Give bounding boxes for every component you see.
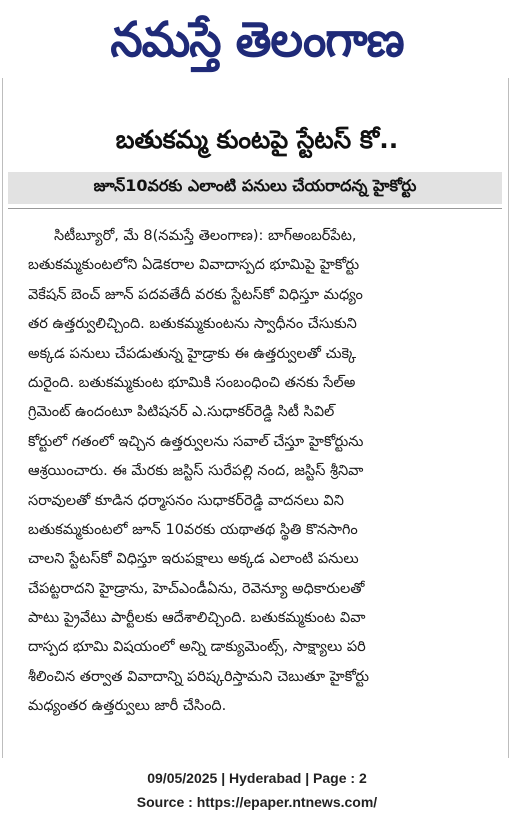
article-line: చాలని స్టేటస్‌కో విధిస్తూ ఇరుపక్షాలు అక్కడ ఎలాంటి పనులు	[28, 551, 359, 568]
article-line: గ్రిమెంట్ ఉందంటూ పిటిషనర్ ఎ.సుధాకర్‌రెడ్డి సిటీ సివిల్	[28, 404, 335, 421]
article-line: పాటు ప్రైవేటు పార్టీలకు ఆదేశాలిచ్చింది. బతుకమ్మకుంట వివా	[28, 610, 366, 627]
article-line: సిటీబ్యూరో, మే 8(నమస్తే తెలంగాణ): బాగ్‌అంబర్‌పేట,	[54, 228, 357, 244]
article-line: శీలించిన తర్వాత వివాదాన్ని పరిష్కరిస్తామని చెబుతూ హైకోర్టు	[28, 668, 369, 685]
article-headline: బతుకమ్మ కుంటపై స్టేటస్ కో..	[115, 125, 399, 154]
article-line: కోర్టులో గతంలో ఇచ్చిన ఉత్తర్వులను సవాల్ చేస్తూ హైకోర్టును	[28, 433, 364, 450]
divider	[8, 208, 502, 209]
article-body	[28, 222, 468, 722]
article-line: చేపట్టరాదని హైడ్రాను, హెచ్ఎండీఏను, రెవెన్యూ అధికారులతో	[28, 580, 365, 597]
newspaper-masthead: నమస్తే తెలంగాణ	[110, 10, 404, 68]
article-line: దురైంది. బతుకమ్మకుంట భూమికి సంబంధించి తనకు సేల్‌అ	[28, 374, 356, 391]
article-line: అక్కడ పనులు చేపడుతున్న హైడ్రాకు ఈ ఉత్తర్వులతో చుక్కె	[28, 345, 357, 362]
clip-edge-right	[508, 78, 509, 758]
article-line: దాస్పద భూమి విషయంలో అన్ని డాక్యుమెంట్స్, సాక్ష్యాలు పరి	[28, 639, 366, 656]
footer-source-line: Source : https://epaper.ntnews.com/	[136, 794, 378, 810]
article-line: మధ్యంతర ఉత్తర్వులు జారీ చేసింది.	[28, 698, 227, 715]
article-line: వెకేషన్ బెంచ్ జూన్ పదవతేదీ వరకు స్టేటస్‌కో విధిస్తూ మధ్యం	[28, 286, 363, 303]
article-line: బతుకమ్మకుంటలోని ఏడెకరాల వివాదాస్పద భూమిపై హైకోర్టు	[28, 257, 360, 274]
footer-date-line: 09/05/2025 | Hyderabad | Page : 2	[147, 770, 367, 786]
article-line: సరావులతో కూడిన ధర్మాసనం సుధాకర్‌రెడ్డి వాదనలు విని	[28, 492, 344, 509]
article-line: తర ఉత్తర్వులిచ్చింది. బతుకమ్మకుంటను స్వాధీనం చేసుకుని	[28, 316, 357, 333]
article-line: బతుకమ్మకుంటలో జూన్ 10వరకు యథాతథ స్థితి కొనసాగిం	[28, 521, 358, 538]
article-subheadline: జూన్10వరకు ఎలాంటి పనులు చేయరాదన్న హైకోర్టు	[93, 176, 417, 195]
clip-edge-left	[2, 78, 3, 758]
article-line: ఆశ్రయించారు. ఈ మేరకు జస్టిస్ సురేపల్లి నంద, జస్టిస్ శ్రీనివా	[28, 463, 364, 480]
